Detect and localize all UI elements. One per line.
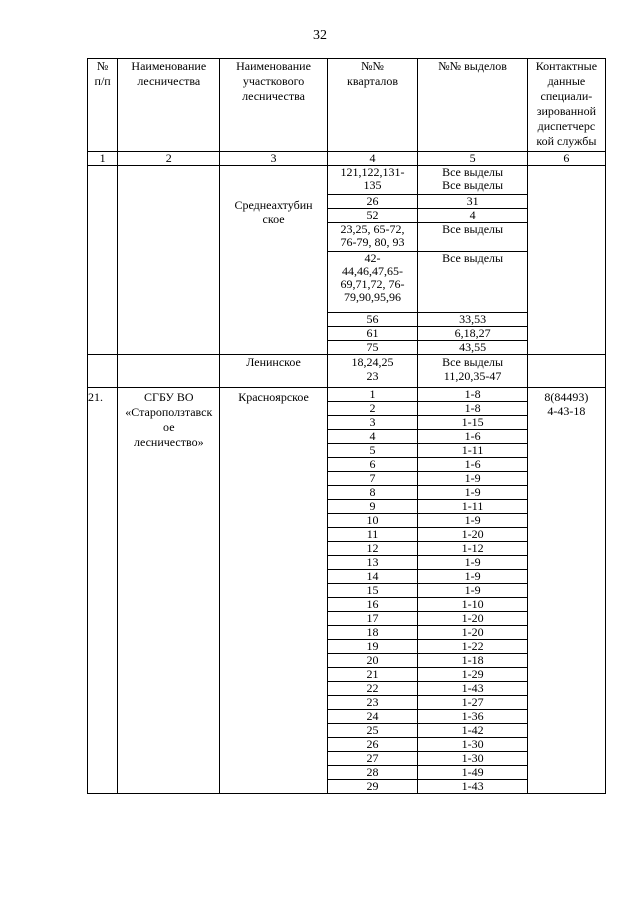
quarter-cell: 27 [328,752,418,766]
forestry-table [87,58,606,794]
vydel-cell: 1-29 [418,668,526,682]
col-num: 3 [220,152,327,166]
vydel-cell: 1-6 [418,430,526,444]
vydel-cell: 1-18 [418,654,526,668]
quarter-cell: 9 [328,500,418,514]
quarter-cell: 26 [328,195,418,209]
sub-list [328,388,418,793]
sub-list [328,195,418,354]
vydel-cell: 1-15 [418,416,526,430]
quarter-cell: 3 [328,416,418,430]
quarter-cell: 7 [328,472,418,486]
quarter-cell: 52 [328,209,418,223]
vydel-cell: 1-10 [418,598,526,612]
quarter-cell: 29 [366,779,379,793]
header-row [88,59,606,152]
vydel-cell: 1-9 [418,584,526,598]
col-num: 4 [327,152,418,166]
quarter-cell: 23,25, 65-72, 76-79, 80, 93 [328,223,418,252]
vydel-cell: 43,55 [459,340,487,354]
quarter-cell: 11 [328,528,418,542]
quarter-cell: 20 [328,654,418,668]
vydel-cell: 1-11 [418,500,526,514]
vydel-cell: 1-9 [418,514,526,528]
vydel-cell: 1-12 [418,542,526,556]
vydel-cell: 1-20 [418,528,526,542]
quarter-cell: 8 [328,486,418,500]
quarter-cell: 42- 44,46,47,65- 69,71,72, 76- 79,90,95,96 [328,252,418,313]
quarter-cell: 25 [328,724,418,738]
quarter-cell: 13 [328,556,418,570]
vydel-cell: 1-20 [418,612,526,626]
sub-list [418,388,526,793]
table-row [88,355,606,388]
vydel-cell: 4 [418,209,526,223]
quarter-cell: 5 [328,444,418,458]
vydel-cell: 1-36 [418,710,526,724]
header-forestry: Наименование лесничества [118,59,220,152]
column-numbers-row [88,152,606,166]
vydel-cell: 1-6 [418,458,526,472]
quarter-cell: 75 [366,340,379,354]
vydel-cell: 1-30 [418,752,526,766]
top-cell: 121,122,131- 135 [328,166,418,195]
quarter-cell: 1 [328,388,418,402]
vydel-cell: 1-8 [418,388,526,402]
quarter-cell: 23 [328,696,418,710]
quarter-cell: 15 [328,584,418,598]
vydel-cell: 1-43 [418,682,526,696]
col-num: 1 [88,152,118,166]
quarter-cell: 17 [328,612,418,626]
vydel-cell: 1-42 [418,724,526,738]
col-num: 6 [527,152,605,166]
quarter-cell: 28 [328,766,418,780]
vydel-cell: 33,53 [418,313,526,327]
vydel-cell: 31 [418,195,526,209]
vydel-cell: 1-20 [418,626,526,640]
header-contacts: Контактные данные специали- зированной диспетчерс кой службы [527,59,605,152]
station-name: Ленинское [220,355,327,388]
sub-list [418,195,526,354]
quarter-cell: 24 [328,710,418,724]
top-cell: Все выделы Все выделы [418,166,526,195]
quarter-cell: 18,24,25 23 [327,355,418,388]
station-name: Краснoярское [220,388,327,794]
header-quarters: №№ кварталов [327,59,418,152]
quarter-cell: 10 [328,514,418,528]
vydel-cell: 1-11 [418,444,526,458]
vydel-cell: 1-27 [418,696,526,710]
vydel-cell: Все выделы 11,20,35-47 [418,355,527,388]
quarter-cell: 22 [328,682,418,696]
vydel-cell: 1-22 [418,640,526,654]
vydel-cell: Все выделы [418,223,526,252]
vydel-cell: 6,18,27 [418,327,526,341]
vydel-cell: 1-30 [418,738,526,752]
header-number: № п/п [88,59,118,152]
quarter-cell: 18 [328,626,418,640]
row-number: 21. [88,388,118,794]
vydel-cell: 1-9 [418,570,526,584]
quarter-cell: 16 [328,598,418,612]
table-row [88,388,606,794]
forestry-name: СГБУ ВО «Староползтавск ое лесничество» [118,388,220,794]
header-station: Наименование участкового лесничества [220,59,327,152]
vydel-cell: 1-8 [418,402,526,416]
vydel-cell: 1-9 [418,486,526,500]
table-row [88,166,606,355]
quarter-cell: 19 [328,640,418,654]
col-num: 5 [418,152,527,166]
quarter-cell: 21 [328,668,418,682]
page-number: 32 [313,28,327,43]
contact-info: 8(84493) 4-43-18 [527,388,605,794]
station-name: Среднеахтубин ское [234,198,313,226]
header-vydels: №№ выделов [418,59,527,152]
quarter-cell: 14 [328,570,418,584]
quarter-cell: 26 [328,738,418,752]
vydel-cell: Все выделы [418,252,526,313]
quarter-cell: 61 [328,327,418,341]
vydel-cell: 1-43 [461,779,484,793]
quarter-cell: 4 [328,430,418,444]
vydel-cell: 1-49 [418,766,526,780]
quarter-cell: 12 [328,542,418,556]
quarter-cell: 2 [328,402,418,416]
vydel-cell: 1-9 [418,472,526,486]
col-num: 2 [118,152,220,166]
quarter-cell: 56 [328,313,418,327]
vydel-cell: 1-9 [418,556,526,570]
quarter-cell: 6 [328,458,418,472]
